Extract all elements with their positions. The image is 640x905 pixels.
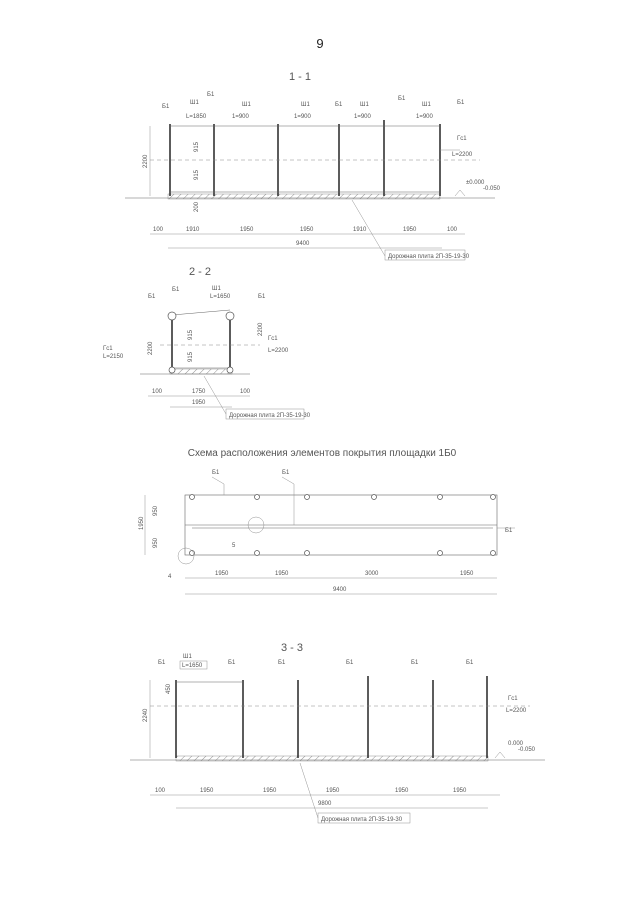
section-1-title: 1 - 1 xyxy=(288,71,312,83)
section-2-2 xyxy=(103,266,311,419)
label-b1-3e: Б1 xyxy=(411,660,419,666)
label-u1-1d: Ш1 xyxy=(360,102,369,108)
node-2c xyxy=(169,367,175,373)
label-u1len-2: L=1650 xyxy=(210,294,231,300)
level-arrow-1 xyxy=(455,190,465,196)
node-2d xyxy=(227,367,233,373)
slab-note-2: Дорожная плита 2П-35-19-30 xyxy=(229,413,311,419)
label-i1-1b: 1=900 xyxy=(232,114,249,120)
slab-hatch-3 xyxy=(176,756,488,761)
label-gs1-2l: Гс1 xyxy=(103,346,113,352)
dim-2-2: 100 xyxy=(240,389,251,395)
dim-h-2c: 915 xyxy=(188,351,194,362)
dim-1-5: 1950 xyxy=(403,227,417,233)
dim-1-4: 1910 xyxy=(353,227,367,233)
dim-h-1d: 200 xyxy=(194,201,200,212)
label-b1-2a: Б1 xyxy=(148,294,156,300)
page-number: 9 xyxy=(316,36,324,51)
dim-h-3b: 450 xyxy=(166,683,172,694)
label-b1-3a: Б1 xyxy=(158,660,166,666)
level-mark-3b: -0.050 xyxy=(518,747,536,753)
dim-1-2: 1950 xyxy=(240,227,254,233)
dim-total-3: 9800 xyxy=(318,801,332,807)
label-gs1len-3: L=2200 xyxy=(506,708,527,714)
plan-side-dim-0: 1950 xyxy=(139,516,145,530)
slab-note-3: Дорожная плита 2П-35-19-30 xyxy=(321,817,403,823)
dim-2-0: 100 xyxy=(152,389,163,395)
plan-side-dim-2: 950 xyxy=(153,537,159,548)
plan-side-dim-1: 950 xyxy=(153,505,159,516)
posts-1 xyxy=(170,120,440,196)
level-mark-1: -0.050 xyxy=(483,186,501,192)
dim-3-4: 1950 xyxy=(395,788,409,794)
plan-dim-total: 9400 xyxy=(333,587,347,593)
dim-total-1: 9400 xyxy=(296,241,310,247)
label-gs1len-2: L=2200 xyxy=(268,348,289,354)
plan-detail-circle-4 xyxy=(178,548,194,564)
label-b1-3b: Б1 xyxy=(228,660,236,666)
label-b1-1c: Б1 xyxy=(335,102,343,108)
dim-h-1: 2200 xyxy=(143,154,149,168)
slab-leader-2 xyxy=(204,376,226,414)
label-i1-1c: 1=900 xyxy=(294,114,311,120)
label-u1-1b: Ш1 xyxy=(242,102,251,108)
label-b1-2c: Б1 xyxy=(258,294,266,300)
label-b1-1a: Б1 xyxy=(162,104,170,110)
plan-label-b1b: Б1 xyxy=(282,470,290,476)
dim-1-6: 100 xyxy=(447,227,458,233)
label-i1-1e: 1=900 xyxy=(416,114,433,120)
label-b1-3f: Б1 xyxy=(466,660,474,666)
dim-3-1: 1950 xyxy=(200,788,214,794)
section-2-title: 2 - 2 xyxy=(188,266,212,278)
label-i1-1d: 1=900 xyxy=(354,114,371,120)
dim-3-0: 100 xyxy=(155,788,166,794)
plan-layout xyxy=(139,448,515,594)
dim-3-5: 1950 xyxy=(453,788,467,794)
dim-1-0: 100 xyxy=(153,227,164,233)
level-arrow-3 xyxy=(495,752,505,758)
dim-2-1: 1750 xyxy=(192,389,206,395)
label-gs1len-1: L=2200 xyxy=(452,152,473,158)
label-u1-1c: Ш1 xyxy=(301,102,310,108)
label-b1-3c: Б1 xyxy=(278,660,286,666)
label-u1-1e: Ш1 xyxy=(422,102,431,108)
plan-label-5: 5 xyxy=(232,543,236,549)
node-2a xyxy=(168,312,176,320)
slab-hatch-1 xyxy=(168,194,440,199)
plan-dim-0: 1950 xyxy=(215,571,229,577)
plan-title: Схема расположения элементов покрытия площадки 1Б0 xyxy=(187,448,457,459)
dim-h-3: 2240 xyxy=(143,708,149,722)
dim-1-1: 1910 xyxy=(186,227,200,233)
rail-top-2 xyxy=(172,310,230,315)
level-mark-1b: ±0.000 xyxy=(466,180,485,186)
plan-dim-1: 1950 xyxy=(275,571,289,577)
slab-note-1: Дорожная плита 2П-35-19-30 xyxy=(388,254,470,260)
dim-3-2: 1950 xyxy=(263,788,277,794)
label-b1-1e: Б1 xyxy=(457,100,465,106)
label-u1-1a: Ш1 xyxy=(190,100,199,106)
dim-h-1c: 915 xyxy=(194,169,200,180)
dim-h-1b: 915 xyxy=(194,141,200,152)
section-1-1 xyxy=(125,71,501,260)
dim-1-3: 1950 xyxy=(300,227,314,233)
plan-dim-3: 1950 xyxy=(460,571,474,577)
slab-hatch-2 xyxy=(170,369,232,374)
dim-h-2: 2200 xyxy=(148,341,154,355)
dim-3-3: 1950 xyxy=(326,788,340,794)
label-u1-3: Ш1 xyxy=(183,654,192,660)
label-u1len-3: L=1650 xyxy=(182,663,203,669)
label-gs1-3: Гс1 xyxy=(508,696,518,702)
plan-leader-b1b xyxy=(282,477,294,525)
label-b1-2b: Б1 xyxy=(172,287,180,293)
label-b1-1b: Б1 xyxy=(207,92,215,98)
dim-total-2: 1950 xyxy=(192,400,206,406)
dim-h-2b: 915 xyxy=(188,329,194,340)
plan-dim-2: 3000 xyxy=(365,571,379,577)
plan-label-4: 4 xyxy=(168,574,172,580)
label-gs1-1: Гс1 xyxy=(457,136,467,142)
plan-leader-b1a xyxy=(212,477,224,495)
label-gs1-2: Гс1 xyxy=(268,336,278,342)
label-gs1len-2l: L=2150 xyxy=(103,354,124,360)
node-2b xyxy=(226,312,234,320)
section-3-3 xyxy=(130,642,545,823)
level-mark-3a: 0.000 xyxy=(508,741,524,747)
section-3-title: 3 - 3 xyxy=(280,642,304,654)
label-b1-1d: Б1 xyxy=(398,96,406,102)
label-u1-2: Ш1 xyxy=(212,286,221,292)
plan-label-b1a: Б1 xyxy=(212,470,220,476)
dim-h-2d: 2200 xyxy=(258,322,264,336)
posts-3 xyxy=(176,676,487,758)
slab-leader-3 xyxy=(300,763,318,818)
label-b1-3d: Б1 xyxy=(346,660,354,666)
plan-label-b1c: Б1 xyxy=(505,528,513,534)
label-u1len-1a: L=1850 xyxy=(186,114,207,120)
